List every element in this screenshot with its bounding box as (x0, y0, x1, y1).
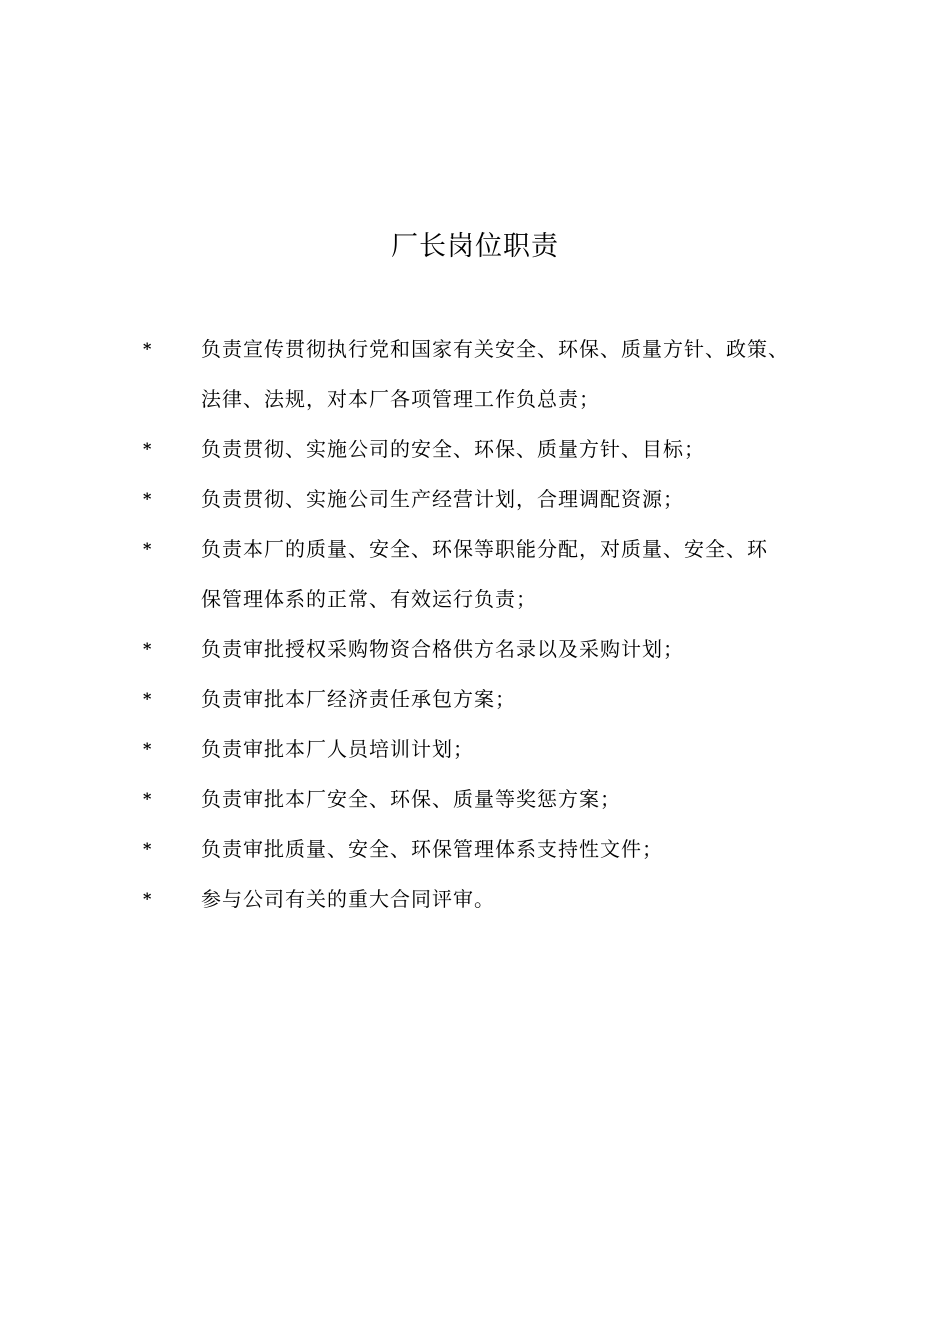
bullet-asterisk-icon: * (143, 639, 153, 658)
document-title: 厂长岗位职责 (391, 231, 559, 262)
duty-text-line: 参与公司有关的重大合同评审。 (201, 887, 495, 911)
duty-text-line: 负责审批质量、安全、环保管理体系支持性文件； (201, 837, 663, 861)
list-item (143, 324, 843, 424)
bullet-asterisk-icon: * (143, 689, 153, 708)
bullet-asterisk-icon: * (143, 439, 153, 458)
list-item (143, 624, 843, 674)
duty-text-line: 负责审批授权采购物资合格供方名录以及采购计划； (201, 637, 684, 661)
duty-text-line: 负责宣传贯彻执行党和国家有关安全、环保、质量方针、政策、 (201, 337, 789, 361)
duty-list (143, 324, 843, 924)
duty-text-line: 负责审批本厂经济责任承包方案； (201, 687, 516, 711)
bullet-asterisk-icon: * (143, 739, 153, 758)
list-item (143, 824, 843, 874)
list-item (143, 474, 843, 524)
list-item (143, 424, 843, 474)
duty-text-line: 负责贯彻、实施公司生产经营计划，合理调配资源； (201, 487, 684, 511)
bullet-asterisk-icon: * (143, 539, 153, 558)
list-item (143, 774, 843, 824)
bullet-asterisk-icon: * (143, 339, 153, 358)
duty-text-line: 负责审批本厂安全、环保、质量等奖惩方案； (201, 787, 621, 811)
list-item (143, 874, 843, 924)
list-item (143, 674, 843, 724)
bullet-asterisk-icon: * (143, 789, 153, 808)
bullet-asterisk-icon: * (143, 489, 153, 508)
bullet-asterisk-icon: * (143, 839, 153, 858)
list-item (143, 724, 843, 774)
duty-text-line: 负责本厂的质量、安全、环保等职能分配，对质量、安全、环 (201, 537, 768, 561)
duty-text-line: 保管理体系的正常、有效运行负责； (201, 587, 537, 611)
duty-text-line: 负责贯彻、实施公司的安全、环保、质量方针、目标； (201, 437, 705, 461)
duty-text-line: 法律、法规，对本厂各项管理工作负总责； (201, 387, 600, 411)
bullet-asterisk-icon: * (143, 889, 153, 908)
list-item (143, 524, 843, 624)
duty-text-line: 负责审批本厂人员培训计划； (201, 737, 474, 761)
